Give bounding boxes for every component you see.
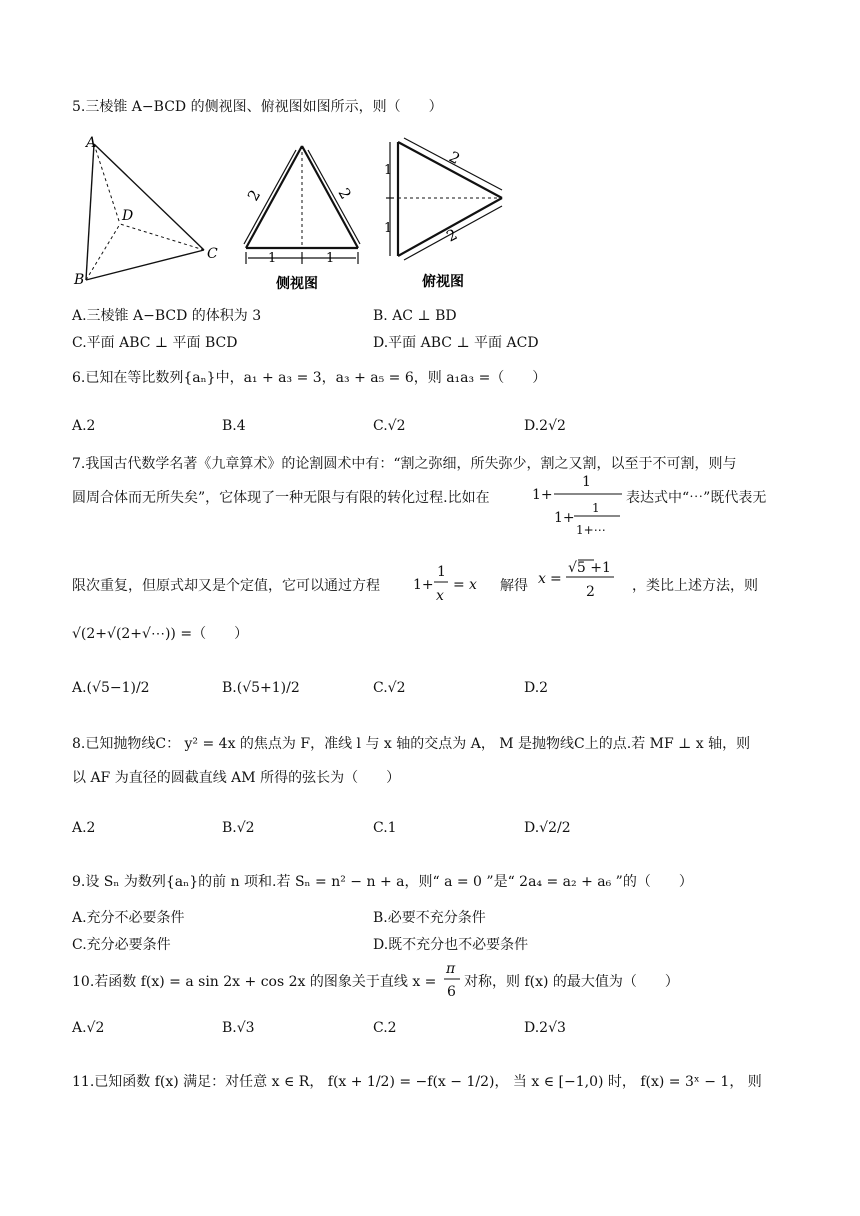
svg-text:1+⋯: 1+⋯ (576, 523, 606, 537)
q7-option-b: B.(√5+1)/2 (222, 680, 300, 696)
q7-line1: 7.我国古代数学名著《九章算术》的论割圆术中有：“割之弥细，所失弥少，割之又割，以至于不可割，则与 (72, 456, 737, 472)
q5-option-a: A.三棱锥 A−BCD 的体积为 3 (72, 308, 262, 324)
q7-option-d: D.2 (524, 680, 549, 696)
q9-stem: 9.设 Sₙ 为数列{aₙ}的前 n 项和.若 Sₙ = n² − n + a，则“ a = 0 ”是“ 2a₄ = a₂ + a₆ ”的（ ） (72, 874, 693, 890)
q8-line2: 以 AF 为直径的圆截直线 AM 所得的弦长为（ ） (72, 770, 401, 786)
top-view-label: 俯视图 (422, 274, 464, 290)
q9-option-a: A.充分不必要条件 (72, 910, 185, 926)
top-left-lower-dim: 1 (384, 221, 393, 236)
q10-option-d: D.2√3 (524, 1020, 566, 1036)
q5-option-b: B. AC ⊥ BD (373, 308, 457, 324)
side-edge-right-dim: 2 (334, 185, 355, 203)
svg-text:√5 +1: √5 +1 (568, 560, 611, 576)
svg-text:=: = (453, 577, 465, 593)
q8-option-b: B.√2 (222, 820, 255, 836)
svg-text:1: 1 (437, 564, 446, 580)
side-view-figure (234, 136, 374, 296)
q10-option-a: A.√2 (72, 1020, 105, 1036)
q7-line3c: ，类比上述方法，则 (632, 578, 758, 594)
q6-option-b: B.4 (222, 418, 246, 434)
q7-line3b: 解得 (500, 578, 528, 594)
q10-option-b: B.√3 (222, 1020, 255, 1036)
side-base-right-dim: 1 (326, 251, 335, 266)
svg-text:1+: 1+ (554, 510, 575, 526)
q6-stem: 6.已知在等比数列{aₙ}中，a₁ + a₃ = 3，a₃ + a₅ = 6，则 a₁a₃ =（ ） (72, 370, 547, 386)
svg-text:2: 2 (586, 584, 595, 600)
q10-stem-b: 对称，则 f(x) 的最大值为（ ） (464, 974, 679, 990)
q7-option-a: A.(√5−1)/2 (72, 680, 150, 696)
svg-text:π: π (446, 961, 456, 977)
q6-option-a: A.2 (72, 418, 96, 434)
svg-text:6: 6 (447, 984, 456, 1000)
vertex-c-label: C (207, 246, 218, 262)
q8-option-d: D.√2/2 (524, 820, 571, 836)
golden-ratio-value (538, 556, 630, 604)
q7-line2a: 圆周合体而无所失矣”，它体现了一种无限与有限的转化过程.比如在 (72, 490, 490, 506)
q5-option-c: C.平面 ABC ⊥ 平面 BCD (72, 335, 238, 351)
side-view-label: 侧视图 (276, 276, 318, 292)
top-view-figure (384, 134, 514, 294)
svg-text:x: x (469, 577, 477, 593)
q5-option-d: D.平面 ABC ⊥ 平面 ACD (373, 335, 539, 351)
svg-text:1+: 1+ (413, 577, 434, 593)
q10-stem-a: 10.若函数 f(x) = a sin 2x + cos 2x 的图象关于直线 x = (72, 974, 437, 990)
q9-option-d: D.既不充分也不必要条件 (373, 937, 529, 953)
continued-fraction (532, 472, 624, 542)
q8-option-a: A.2 (72, 820, 96, 836)
top-left-upper-dim: 1 (384, 163, 393, 178)
svg-text:1+: 1+ (532, 487, 553, 503)
q7-nested-radical: √(2+√(2+√⋯)) =（ ） (72, 626, 249, 642)
vertex-b-label: B (74, 272, 85, 288)
pyramid-figure (70, 132, 230, 292)
q5-stem: 5.三棱锥 A−BCD 的侧视图、俯视图如图所示，则（ ） (72, 99, 443, 115)
q7-line2b: 表达式中“⋯”既代表无 (626, 490, 767, 506)
q6-option-d: D.2√2 (524, 418, 566, 434)
svg-text:1: 1 (582, 474, 591, 490)
q8-option-c: C.1 (373, 820, 397, 836)
side-base-left-dim: 1 (268, 251, 277, 266)
svg-text:x: x (538, 571, 546, 587)
top-edge-lower-dim: 2 (443, 225, 461, 246)
svg-text:x: x (436, 588, 444, 604)
q7-option-c: C.√2 (373, 680, 406, 696)
q10-option-c: C.2 (373, 1020, 397, 1036)
q6-option-c: C.√2 (373, 418, 406, 434)
side-edge-left-dim: 2 (243, 186, 265, 204)
vertex-d-label: D (122, 208, 134, 224)
top-edge-upper-dim: 2 (446, 147, 464, 169)
q11-stem: 11.已知函数 f(x) 满足：对任意 x ∈ R， f(x + 1/2) = −f(x − 1/2)， 当 x ∈ [−1,0) 时， f(x) = 3ˣ − 1， 则 (72, 1074, 762, 1090)
q9-option-c: C.充分必要条件 (72, 937, 171, 953)
vertex-a-label: A (86, 135, 97, 151)
svg-text:=: = (550, 571, 562, 587)
equation-one-plus-reciprocal (413, 562, 493, 606)
q8-line1: 8.已知抛物线C： y² = 4x 的焦点为 F，准线 l 与 x 轴的交点为 A， M 是抛物线C上的点.若 MF ⊥ x 轴，则 (72, 736, 751, 752)
svg-text:1: 1 (592, 501, 600, 515)
q7-line3a: 限次重复，但原式却又是个定值，它可以通过方程 (72, 578, 380, 594)
q9-option-b: B.必要不充分条件 (373, 910, 486, 926)
pi-over-six (442, 958, 462, 1002)
